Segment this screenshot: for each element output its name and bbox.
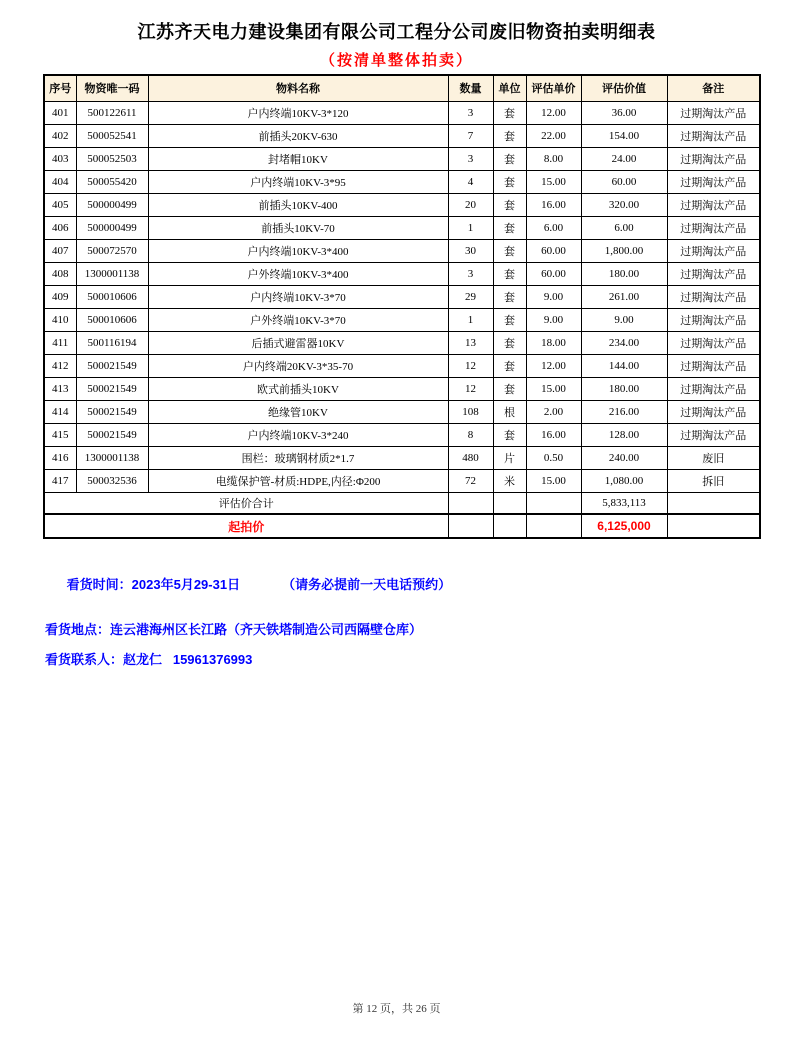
cell-unit: 套 bbox=[493, 354, 526, 377]
assessed-total-unitprice-empty bbox=[526, 492, 581, 514]
cell-name: 封堵帽10KV bbox=[148, 147, 448, 170]
cell-no: 402 bbox=[44, 124, 76, 147]
cell-code: 500021549 bbox=[76, 400, 148, 423]
cell-unit: 套 bbox=[493, 147, 526, 170]
page-subtitle: （按清单整体拍卖） bbox=[319, 52, 473, 69]
cell-value: 1,080.00 bbox=[581, 469, 667, 492]
cell-qty: 1 bbox=[448, 216, 493, 239]
cell-value: 128.00 bbox=[581, 423, 667, 446]
cell-unit: 片 bbox=[493, 446, 526, 469]
cell-remark: 过期淘汰产品 bbox=[667, 101, 760, 124]
cell-value: 216.00 bbox=[581, 400, 667, 423]
table-row bbox=[44, 446, 760, 469]
cell-value: 240.00 bbox=[581, 446, 667, 469]
cell-qty: 1 bbox=[448, 308, 493, 331]
cell-name: 后插式避雷器10KV bbox=[148, 331, 448, 354]
cell-name: 户内终端20KV-3*35-70 bbox=[148, 354, 448, 377]
cell-unit-price: 60.00 bbox=[526, 262, 581, 285]
assessed-total-label: 评估价合计 bbox=[44, 492, 448, 514]
cell-code: 500052541 bbox=[76, 124, 148, 147]
cell-unit-price: 12.00 bbox=[526, 354, 581, 377]
cell-name: 户外终端10KV-3*70 bbox=[148, 308, 448, 331]
cell-unit-price: 22.00 bbox=[526, 124, 581, 147]
cell-code: 500032536 bbox=[76, 469, 148, 492]
cell-qty: 12 bbox=[448, 377, 493, 400]
cell-name: 前插头10KV-70 bbox=[148, 216, 448, 239]
cell-value: 320.00 bbox=[581, 193, 667, 216]
table-row bbox=[44, 285, 760, 308]
cell-unit: 套 bbox=[493, 239, 526, 262]
cell-no: 403 bbox=[44, 147, 76, 170]
viewing-location-line: 看货地点：连云港海州区长江路（齐天铁塔制造公司西隔壁仓库） bbox=[45, 622, 423, 637]
auction-items-table bbox=[43, 74, 761, 539]
cell-no: 414 bbox=[44, 400, 76, 423]
cell-remark: 过期淘汰产品 bbox=[667, 170, 760, 193]
col-header-remark: 备注 bbox=[667, 75, 760, 101]
cell-code: 500072570 bbox=[76, 239, 148, 262]
cell-no: 411 bbox=[44, 331, 76, 354]
cell-unit-price: 6.00 bbox=[526, 216, 581, 239]
starting-bid-label: 起拍价 bbox=[44, 514, 448, 538]
cell-code: 500010606 bbox=[76, 285, 148, 308]
assessed-total-unit-empty bbox=[493, 492, 526, 514]
cell-unit: 套 bbox=[493, 170, 526, 193]
viewing-time-line bbox=[45, 559, 793, 608]
cell-code: 500122611 bbox=[76, 101, 148, 124]
cell-code: 500021549 bbox=[76, 354, 148, 377]
cell-qty: 3 bbox=[448, 147, 493, 170]
cell-name: 围栏：玻璃钢材质2*1.7 bbox=[148, 446, 448, 469]
cell-no: 406 bbox=[44, 216, 76, 239]
cell-value: 144.00 bbox=[581, 354, 667, 377]
cell-remark: 过期淘汰产品 bbox=[667, 354, 760, 377]
cell-unit: 套 bbox=[493, 124, 526, 147]
viewing-time-extra: （请务必提前一天电话预约） bbox=[282, 577, 452, 592]
cell-code: 1300001138 bbox=[76, 262, 148, 285]
cell-name: 绝缘管10KV bbox=[148, 400, 448, 423]
table-row bbox=[44, 193, 760, 216]
cell-unit-price: 18.00 bbox=[526, 331, 581, 354]
cell-qty: 72 bbox=[448, 469, 493, 492]
table-body bbox=[44, 101, 760, 492]
cell-name: 户内终端10KV-3*240 bbox=[148, 423, 448, 446]
cell-code: 500116194 bbox=[76, 331, 148, 354]
cell-remark: 过期淘汰产品 bbox=[667, 239, 760, 262]
cell-qty: 12 bbox=[448, 354, 493, 377]
cell-name: 户内终端10KV-3*120 bbox=[148, 101, 448, 124]
table-row bbox=[44, 308, 760, 331]
cell-remark: 过期淘汰产品 bbox=[667, 147, 760, 170]
cell-remark: 废旧 bbox=[667, 446, 760, 469]
cell-qty: 108 bbox=[448, 400, 493, 423]
cell-unit-price: 0.50 bbox=[526, 446, 581, 469]
cell-no: 417 bbox=[44, 469, 76, 492]
cell-unit-price: 15.00 bbox=[526, 170, 581, 193]
cell-unit: 套 bbox=[493, 308, 526, 331]
cell-name: 前插头10KV-400 bbox=[148, 193, 448, 216]
cell-value: 6.00 bbox=[581, 216, 667, 239]
col-header-name: 物料名称 bbox=[148, 75, 448, 101]
cell-qty: 480 bbox=[448, 446, 493, 469]
cell-no: 405 bbox=[44, 193, 76, 216]
table-row bbox=[44, 400, 760, 423]
col-header-code: 物资唯一码 bbox=[76, 75, 148, 101]
table-row bbox=[44, 124, 760, 147]
cell-name: 电缆保护管-材质:HDPE,内径:Φ200 bbox=[148, 469, 448, 492]
cell-qty: 7 bbox=[448, 124, 493, 147]
cell-remark: 过期淘汰产品 bbox=[667, 377, 760, 400]
table-row bbox=[44, 239, 760, 262]
cell-name: 欧式前插头10KV bbox=[148, 377, 448, 400]
cell-unit: 套 bbox=[493, 193, 526, 216]
col-header-value: 评估价值 bbox=[581, 75, 667, 101]
col-header-unit-price: 评估单价 bbox=[526, 75, 581, 101]
cell-no: 407 bbox=[44, 239, 76, 262]
cell-value: 154.00 bbox=[581, 124, 667, 147]
cell-code: 500010606 bbox=[76, 308, 148, 331]
cell-remark: 过期淘汰产品 bbox=[667, 285, 760, 308]
cell-unit: 根 bbox=[493, 400, 526, 423]
table-row bbox=[44, 354, 760, 377]
cell-qty: 3 bbox=[448, 262, 493, 285]
starting-bid-qty-empty bbox=[448, 514, 493, 538]
cell-unit-price: 9.00 bbox=[526, 285, 581, 308]
cell-qty: 20 bbox=[448, 193, 493, 216]
cell-value: 234.00 bbox=[581, 331, 667, 354]
cell-unit-price: 16.00 bbox=[526, 423, 581, 446]
assessed-total-value: 5,833,113 bbox=[581, 492, 667, 514]
cell-unit: 套 bbox=[493, 377, 526, 400]
cell-value: 60.00 bbox=[581, 170, 667, 193]
cell-unit-price: 2.00 bbox=[526, 400, 581, 423]
assessed-total-remark-empty bbox=[667, 492, 760, 514]
table-row bbox=[44, 216, 760, 239]
cell-unit-price: 15.00 bbox=[526, 377, 581, 400]
cell-remark: 过期淘汰产品 bbox=[667, 193, 760, 216]
cell-unit-price: 16.00 bbox=[526, 193, 581, 216]
cell-qty: 3 bbox=[448, 101, 493, 124]
cell-no: 401 bbox=[44, 101, 76, 124]
cell-remark: 过期淘汰产品 bbox=[667, 308, 760, 331]
cell-name: 户内终端10KV-3*70 bbox=[148, 285, 448, 308]
cell-unit-price: 9.00 bbox=[526, 308, 581, 331]
cell-qty: 29 bbox=[448, 285, 493, 308]
cell-value: 261.00 bbox=[581, 285, 667, 308]
cell-qty: 8 bbox=[448, 423, 493, 446]
cell-unit-price: 60.00 bbox=[526, 239, 581, 262]
cell-code: 500052503 bbox=[76, 147, 148, 170]
table-row bbox=[44, 262, 760, 285]
table-row bbox=[44, 101, 760, 124]
cell-value: 1,800.00 bbox=[581, 239, 667, 262]
cell-remark: 过期淘汰产品 bbox=[667, 124, 760, 147]
cell-code: 1300001138 bbox=[76, 446, 148, 469]
viewing-time-label: 看货时间：2023年5月29-31日 bbox=[66, 577, 241, 592]
table-row bbox=[44, 469, 760, 492]
table-row bbox=[44, 423, 760, 446]
viewing-contact-line: 看货联系人：赵龙仁 15961376993 bbox=[45, 652, 253, 667]
starting-bid-row bbox=[44, 514, 760, 538]
page-title: 江苏齐天电力建设集团有限公司工程分公司废旧物资拍卖明细表 bbox=[137, 22, 656, 42]
starting-bid-unit-empty bbox=[493, 514, 526, 538]
cell-name: 户内终端10KV-3*95 bbox=[148, 170, 448, 193]
col-header-unit: 单位 bbox=[493, 75, 526, 101]
cell-no: 404 bbox=[44, 170, 76, 193]
table-row bbox=[44, 377, 760, 400]
cell-unit-price: 8.00 bbox=[526, 147, 581, 170]
table-row bbox=[44, 147, 760, 170]
cell-code: 500021549 bbox=[76, 377, 148, 400]
cell-remark: 拆旧 bbox=[667, 469, 760, 492]
cell-unit-price: 12.00 bbox=[526, 101, 581, 124]
cell-remark: 过期淘汰产品 bbox=[667, 331, 760, 354]
starting-bid-value: 6,125,000 bbox=[581, 514, 667, 538]
cell-remark: 过期淘汰产品 bbox=[667, 216, 760, 239]
cell-unit: 套 bbox=[493, 331, 526, 354]
cell-value: 36.00 bbox=[581, 101, 667, 124]
cell-no: 416 bbox=[44, 446, 76, 469]
table-row bbox=[44, 331, 760, 354]
cell-name: 户内终端10KV-3*400 bbox=[148, 239, 448, 262]
table-header-row bbox=[44, 75, 760, 101]
cell-code: 500021549 bbox=[76, 423, 148, 446]
cell-unit: 套 bbox=[493, 101, 526, 124]
cell-no: 415 bbox=[44, 423, 76, 446]
cell-unit: 套 bbox=[493, 262, 526, 285]
cell-remark: 过期淘汰产品 bbox=[667, 400, 760, 423]
cell-code: 500000499 bbox=[76, 216, 148, 239]
cell-value: 9.00 bbox=[581, 308, 667, 331]
viewing-notes bbox=[45, 559, 793, 668]
cell-no: 410 bbox=[44, 308, 76, 331]
cell-code: 500000499 bbox=[76, 193, 148, 216]
cell-value: 24.00 bbox=[581, 147, 667, 170]
cell-unit: 套 bbox=[493, 216, 526, 239]
cell-remark: 过期淘汰产品 bbox=[667, 423, 760, 446]
cell-no: 412 bbox=[44, 354, 76, 377]
starting-bid-remark-empty bbox=[667, 514, 760, 538]
cell-qty: 4 bbox=[448, 170, 493, 193]
cell-qty: 13 bbox=[448, 331, 493, 354]
cell-code: 500055420 bbox=[76, 170, 148, 193]
assessed-total-qty-empty bbox=[448, 492, 493, 514]
cell-unit: 套 bbox=[493, 423, 526, 446]
cell-value: 180.00 bbox=[581, 262, 667, 285]
table-row bbox=[44, 170, 760, 193]
assessed-total-row bbox=[44, 492, 760, 514]
cell-name: 前插头20KV-630 bbox=[148, 124, 448, 147]
page-number: 第 12 页，共 26 页 bbox=[352, 1003, 441, 1015]
cell-no: 408 bbox=[44, 262, 76, 285]
cell-unit: 套 bbox=[493, 285, 526, 308]
cell-qty: 30 bbox=[448, 239, 493, 262]
col-header-no: 序号 bbox=[44, 75, 76, 101]
cell-no: 413 bbox=[44, 377, 76, 400]
starting-bid-unitprice-empty bbox=[526, 514, 581, 538]
cell-remark: 过期淘汰产品 bbox=[667, 262, 760, 285]
cell-no: 409 bbox=[44, 285, 76, 308]
col-header-qty: 数量 bbox=[448, 75, 493, 101]
cell-value: 180.00 bbox=[581, 377, 667, 400]
cell-unit-price: 15.00 bbox=[526, 469, 581, 492]
cell-name: 户外终端10KV-3*400 bbox=[148, 262, 448, 285]
cell-unit: 米 bbox=[493, 469, 526, 492]
